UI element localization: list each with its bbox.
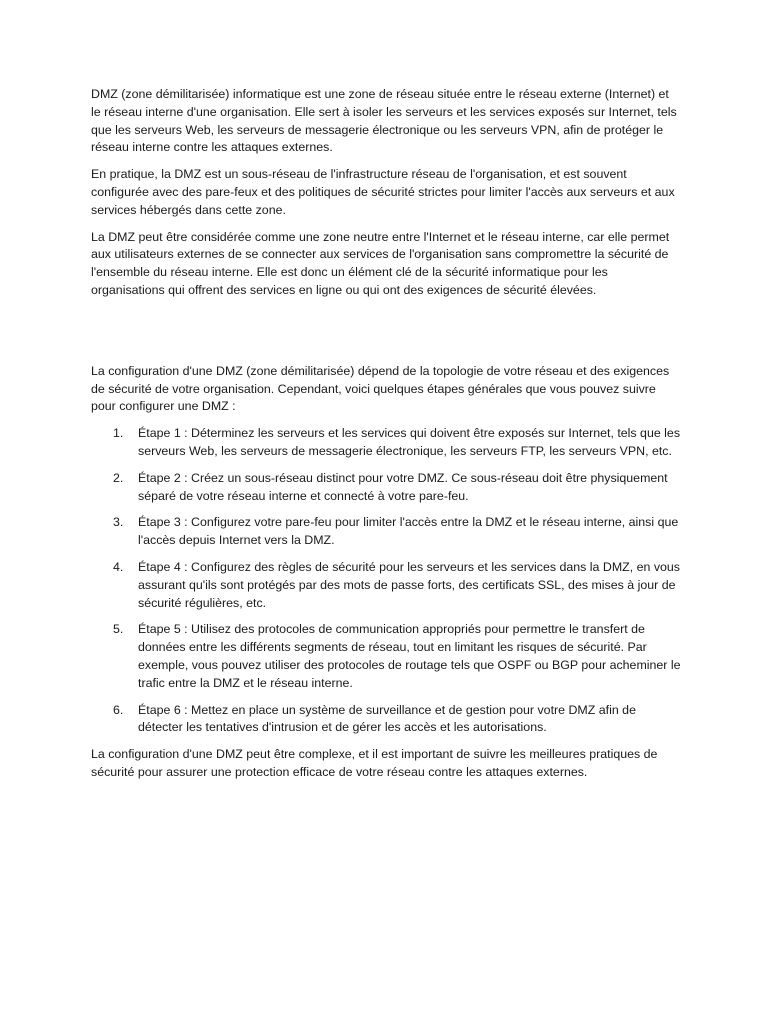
configuration-steps-list <box>91 425 681 737</box>
section-spacer <box>91 309 681 363</box>
list-item-number: 2. <box>113 470 124 485</box>
list-item-number: 5. <box>113 622 124 637</box>
list-item-number: 4. <box>113 559 124 574</box>
list-item <box>91 425 681 461</box>
list-item-text: Étape 4 : Configurez des règles de sécurité pour les serveurs et les services dans la DMZ, en vous assurant qu'ils sont protégés par des mots de passe forts, des certificats SSL, des mises à jour de sécurité régulières, etc. <box>138 559 681 610</box>
intro-paragraph-dmz-definition: DMZ (zone démilitarisée) informatique est une zone de réseau située entre le réseau externe (Internet) et le réseau interne d'une organisation. Elle sert à isoler les serveurs et les services exposés sur Internet, tels que les serveurs Web, les serveurs de messagerie électronique ou les serveurs VPN, afin de protéger le réseau interne contre les attaques externes. <box>91 87 677 155</box>
list-item <box>91 514 681 550</box>
paragraph-configuration-intro: La configuration d'une DMZ (zone démilitarisée) dépend de la topologie de votre réseau et des exigences de sécurité de votre organisation. Cependant, voici quelques étapes générales que vous pouvez suivre pour configurer une DMZ : <box>91 363 670 414</box>
paragraph-conclusion: La configuration d'une DMZ peut être complexe, et il est important de suivre les meilleures pratiques de sécurité pour assurer une protection efficace de votre réseau contre les attaques externes. <box>91 747 658 779</box>
paragraph-dmz-neutral-zone: La DMZ peut être considérée comme une zone neutre entre l'Internet et le réseau interne, car elle permet aux utilisateurs externes de se connecter aux services de l'organisation sans compromettre la sécurité de l'ensemble du réseau interne. Elle est donc un élément clé de la sécurité informatique pour les organisations qui offrent des services en ligne ou qui ont des exigences de sécurité élevées. <box>91 229 670 297</box>
list-item-number: 6. <box>113 702 124 717</box>
list-item-text: Étape 2 : Créez un sous-réseau distinct pour votre DMZ. Ce sous-réseau doit être physiquement séparé de votre réseau interne et connecté à votre pare-feu. <box>138 470 668 503</box>
list-item-number: 1. <box>113 426 124 441</box>
list-item-text: Étape 1 : Déterminez les serveurs et les services qui doivent être exposés sur Internet, tels que les serveurs Web, les serveurs de messagerie électronique, les serveurs FTP, les serveurs VPN, etc. <box>138 426 681 458</box>
list-item-text: Étape 3 : Configurez votre pare-feu pour limiter l'accès entre la DMZ et le réseau interne, ainsi que l'accès depuis Internet vers la DMZ. <box>138 515 679 548</box>
paragraph-dmz-practice: En pratique, la DMZ est un sous-réseau de l'infrastructure réseau de l'organisation, et est souvent configurée avec des pare-feux et des politiques de sécurité strictes pour limiter l'accès aux serveurs et aux services hébergés dans cette zone. <box>91 167 675 217</box>
list-item <box>91 702 681 738</box>
list-item <box>91 559 681 612</box>
list-item-number: 3. <box>113 515 124 530</box>
list-item <box>91 470 681 506</box>
document-page <box>91 86 681 791</box>
list-item-text: Étape 6 : Mettez en place un système de surveillance et de gestion pour votre DMZ afin de détecter les tentatives d'intrusion et de gérer les accès et les autorisations. <box>138 702 636 735</box>
list-item-text: Étape 5 : Utilisez des protocoles de communication appropriés pour permettre le transfert de données entre les différents segments de réseau, tout en limitant les risques de sécurité. Par exemple, vous pouvez utiliser des protocoles de routage tels que OSPF ou BGP pour acheminer le trafic entre la DMZ et le réseau interne. <box>138 622 681 690</box>
list-item <box>91 621 681 692</box>
